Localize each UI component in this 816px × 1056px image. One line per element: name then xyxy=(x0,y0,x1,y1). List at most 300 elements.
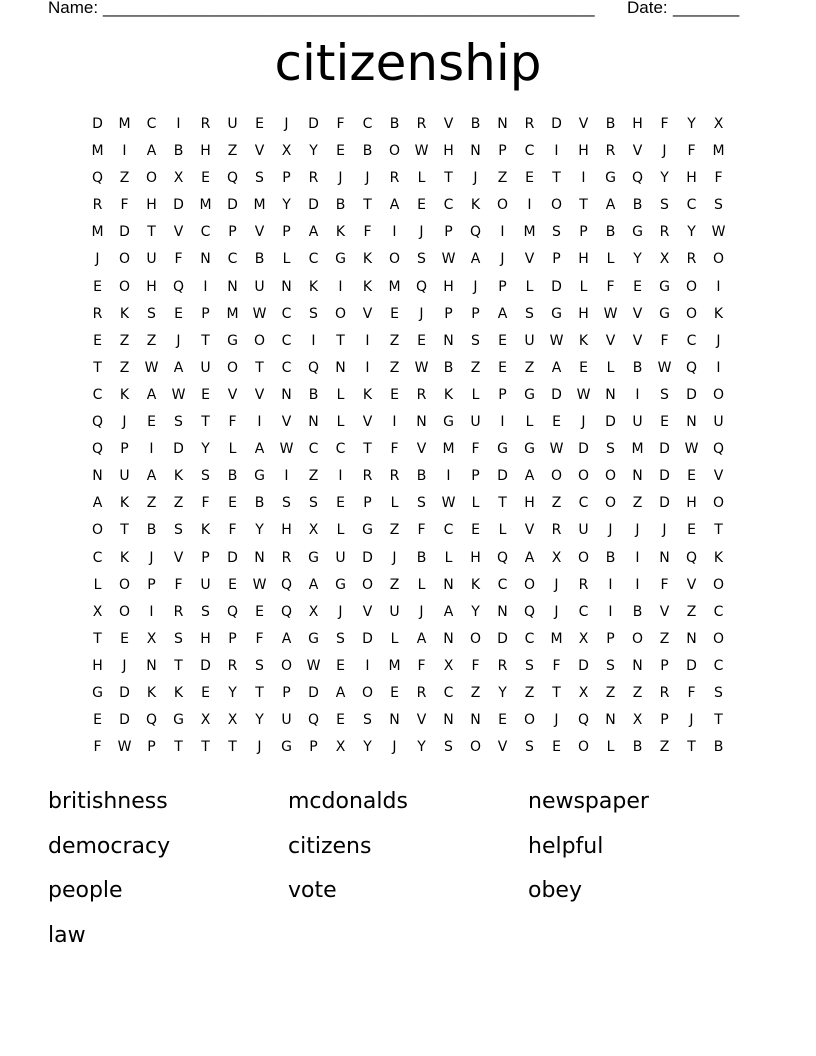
grid-cell[interactable]: X xyxy=(443,657,454,674)
grid-cell[interactable]: V xyxy=(659,603,670,620)
grid-cell[interactable]: B xyxy=(335,197,346,214)
grid-cell[interactable]: A xyxy=(281,630,292,647)
grid-cell[interactable]: B xyxy=(632,197,643,214)
grid-cell[interactable]: C xyxy=(362,116,373,132)
grid-cell[interactable]: X xyxy=(632,712,643,729)
grid-cell[interactable]: E xyxy=(417,197,426,214)
grid-cell[interactable]: K xyxy=(443,386,454,403)
grid-cell[interactable]: V xyxy=(362,603,373,620)
grid-cell[interactable]: R xyxy=(497,657,508,674)
grid-cell[interactable]: C xyxy=(92,549,103,566)
grid-cell[interactable]: A xyxy=(335,684,346,701)
grid-cell[interactable]: E xyxy=(498,359,507,376)
grid-cell[interactable]: B xyxy=(470,116,481,132)
grid-cell[interactable]: G xyxy=(335,576,346,593)
grid-cell[interactable]: N xyxy=(686,630,697,647)
grid-cell[interactable]: H xyxy=(632,116,643,132)
grid-cell[interactable]: R xyxy=(200,116,211,132)
grid-cell[interactable]: P xyxy=(660,712,669,729)
grid-cell[interactable]: J xyxy=(662,143,667,160)
grid-cell[interactable]: I xyxy=(716,278,721,295)
grid-cell[interactable]: G xyxy=(551,305,562,322)
grid-cell[interactable]: Q xyxy=(496,549,509,566)
grid-cell[interactable]: F xyxy=(417,657,426,674)
grid-cell[interactable]: T xyxy=(120,522,129,539)
grid-cell[interactable]: D xyxy=(173,441,184,458)
grid-cell[interactable]: Q xyxy=(172,278,185,295)
grid-cell[interactable]: X xyxy=(578,684,589,701)
grid-cell[interactable]: G xyxy=(308,630,319,647)
grid-cell[interactable]: D xyxy=(119,224,130,241)
grid-cell[interactable]: L xyxy=(390,630,399,647)
grid-cell[interactable]: L xyxy=(579,278,588,295)
grid-cell[interactable]: M xyxy=(226,305,239,322)
grid-cell[interactable]: H xyxy=(686,170,697,187)
grid-cell[interactable]: I xyxy=(446,468,451,485)
grid-cell[interactable]: R xyxy=(92,197,103,214)
grid-cell[interactable]: P xyxy=(363,495,372,512)
grid-cell[interactable]: T xyxy=(687,739,696,756)
grid-cell[interactable]: O xyxy=(469,739,482,756)
grid-cell[interactable]: N xyxy=(308,414,319,431)
grid-cell[interactable]: P xyxy=(309,739,318,756)
grid-cell[interactable]: E xyxy=(228,576,237,593)
grid-cell[interactable]: O xyxy=(577,739,590,756)
grid-cell[interactable]: L xyxy=(336,414,345,431)
grid-cell[interactable]: T xyxy=(174,739,183,756)
grid-cell[interactable]: Y xyxy=(228,684,237,701)
grid-cell[interactable]: E xyxy=(552,414,561,431)
grid-cell[interactable]: V xyxy=(632,305,643,322)
grid-cell[interactable]: D xyxy=(227,197,238,214)
grid-cell[interactable]: T xyxy=(363,441,372,458)
grid-cell[interactable]: D xyxy=(497,468,508,485)
grid-cell[interactable]: Y xyxy=(417,739,426,756)
name-field[interactable]: ____________________________________________________ xyxy=(103,0,595,17)
grid-cell[interactable]: O xyxy=(550,197,563,214)
grid-cell[interactable]: I xyxy=(500,224,505,241)
grid-cell[interactable]: W xyxy=(306,657,321,674)
grid-cell[interactable]: L xyxy=(471,386,480,403)
grid-cell[interactable]: O xyxy=(631,630,644,647)
grid-cell[interactable]: J xyxy=(554,603,559,620)
grid-cell[interactable]: Z xyxy=(146,332,157,349)
grid-cell[interactable]: I xyxy=(149,441,154,458)
grid-cell[interactable]: I xyxy=(392,414,397,431)
grid-cell[interactable]: K xyxy=(362,386,373,403)
grid-cell[interactable]: N xyxy=(659,549,670,566)
grid-cell[interactable]: L xyxy=(417,576,426,593)
grid-cell[interactable]: T xyxy=(147,224,156,241)
grid-cell[interactable]: R xyxy=(605,143,616,160)
grid-cell[interactable]: R xyxy=(659,224,670,241)
grid-cell[interactable]: Z xyxy=(686,603,697,620)
grid-cell[interactable]: A xyxy=(308,224,319,241)
grid-cell[interactable]: Y xyxy=(660,170,669,187)
grid-cell[interactable]: W xyxy=(657,359,672,376)
grid-cell[interactable]: D xyxy=(551,278,562,295)
grid-cell[interactable]: E xyxy=(255,603,264,620)
grid-cell[interactable]: H xyxy=(200,143,211,160)
grid-cell[interactable]: E xyxy=(336,143,345,160)
grid-cell[interactable]: F xyxy=(471,657,480,674)
grid-cell[interactable]: N xyxy=(254,549,265,566)
grid-cell[interactable]: F xyxy=(174,251,183,268)
grid-cell[interactable]: V xyxy=(362,414,373,431)
grid-cell[interactable]: Z xyxy=(605,684,616,701)
grid-cell[interactable]: N xyxy=(443,630,454,647)
grid-cell[interactable]: S xyxy=(525,739,534,756)
grid-cell[interactable]: L xyxy=(336,386,345,403)
grid-cell[interactable]: V xyxy=(524,522,535,539)
grid-cell[interactable]: Z xyxy=(227,143,238,160)
grid-cell[interactable]: J xyxy=(635,522,640,539)
grid-cell[interactable]: O xyxy=(496,197,509,214)
grid-cell[interactable]: G xyxy=(92,684,103,701)
grid-cell[interactable]: E xyxy=(255,116,264,132)
grid-cell[interactable]: Y xyxy=(633,251,642,268)
grid-cell[interactable]: B xyxy=(254,251,265,268)
grid-cell[interactable]: T xyxy=(228,739,237,756)
grid-cell[interactable]: D xyxy=(578,441,589,458)
grid-cell[interactable]: P xyxy=(201,549,210,566)
grid-cell[interactable]: O xyxy=(118,576,131,593)
grid-cell[interactable]: Z xyxy=(470,359,481,376)
grid-cell[interactable]: C xyxy=(524,630,535,647)
grid-cell[interactable]: Q xyxy=(280,576,293,593)
grid-cell[interactable]: E xyxy=(687,522,696,539)
grid-cell[interactable]: M xyxy=(253,197,266,214)
grid-cell[interactable]: Z xyxy=(146,495,157,512)
grid-cell[interactable]: L xyxy=(228,441,237,458)
grid-cell[interactable]: A xyxy=(146,468,157,485)
grid-cell[interactable]: Q xyxy=(280,603,293,620)
grid-cell[interactable]: E xyxy=(525,170,534,187)
grid-cell[interactable]: A xyxy=(605,197,616,214)
grid-cell[interactable]: R xyxy=(659,684,670,701)
grid-cell[interactable]: B xyxy=(146,522,157,539)
grid-cell[interactable]: P xyxy=(282,224,291,241)
grid-cell[interactable]: J xyxy=(419,603,424,620)
grid-cell[interactable]: M xyxy=(388,278,401,295)
grid-cell[interactable]: J xyxy=(392,549,397,566)
grid-cell[interactable]: V xyxy=(173,549,184,566)
grid-cell[interactable]: A xyxy=(443,603,454,620)
grid-cell[interactable]: G xyxy=(335,251,346,268)
grid-cell[interactable]: I xyxy=(608,603,613,620)
grid-cell[interactable]: Q xyxy=(226,603,239,620)
grid-cell[interactable]: O xyxy=(550,468,563,485)
grid-cell[interactable]: O xyxy=(334,305,347,322)
grid-cell[interactable]: N xyxy=(389,712,400,729)
grid-cell[interactable]: H xyxy=(524,495,535,512)
grid-cell[interactable]: J xyxy=(608,522,613,539)
grid-cell[interactable]: E xyxy=(201,386,210,403)
grid-cell[interactable]: O xyxy=(118,251,131,268)
grid-cell[interactable]: S xyxy=(255,657,264,674)
grid-cell[interactable]: A xyxy=(497,305,508,322)
grid-cell[interactable]: C xyxy=(308,441,319,458)
grid-cell[interactable]: U xyxy=(254,278,265,295)
grid-cell[interactable]: T xyxy=(201,332,210,349)
grid-cell[interactable]: B xyxy=(605,116,616,132)
grid-cell[interactable]: J xyxy=(554,712,559,729)
grid-cell[interactable]: C xyxy=(281,332,292,349)
grid-cell[interactable]: I xyxy=(365,657,370,674)
grid-cell[interactable]: O xyxy=(91,522,104,539)
grid-cell[interactable]: V xyxy=(416,712,427,729)
grid-cell[interactable]: C xyxy=(713,657,724,674)
grid-cell[interactable]: O xyxy=(712,630,725,647)
grid-cell[interactable]: R xyxy=(308,170,319,187)
grid-cell[interactable]: W xyxy=(252,576,267,593)
grid-cell[interactable]: F xyxy=(336,116,345,132)
grid-cell[interactable]: P xyxy=(147,576,156,593)
grid-cell[interactable]: Z xyxy=(632,684,643,701)
grid-cell[interactable]: Q xyxy=(415,278,428,295)
grid-cell[interactable]: U xyxy=(200,576,211,593)
grid-cell[interactable]: Q xyxy=(523,603,536,620)
date-field[interactable]: _______ xyxy=(673,0,740,17)
grid-cell[interactable]: K xyxy=(362,278,373,295)
grid-cell[interactable]: N xyxy=(605,386,616,403)
grid-cell[interactable]: Z xyxy=(632,495,643,512)
grid-cell[interactable]: S xyxy=(201,468,210,485)
grid-cell[interactable]: D xyxy=(119,684,130,701)
grid-cell[interactable]: I xyxy=(554,143,559,160)
grid-cell[interactable]: O xyxy=(712,251,725,268)
grid-cell[interactable]: Z xyxy=(524,684,535,701)
grid-cell[interactable]: Y xyxy=(201,441,210,458)
grid-cell[interactable]: O xyxy=(685,305,698,322)
grid-cell[interactable]: F xyxy=(255,630,264,647)
grid-cell[interactable]: J xyxy=(473,170,478,187)
grid-cell[interactable]: L xyxy=(282,251,291,268)
grid-cell[interactable]: C xyxy=(686,197,697,214)
grid-cell[interactable]: Z xyxy=(119,170,130,187)
grid-cell[interactable]: I xyxy=(338,468,343,485)
grid-cell[interactable]: G xyxy=(308,549,319,566)
grid-cell[interactable]: J xyxy=(500,251,505,268)
grid-cell[interactable]: H xyxy=(146,197,157,214)
grid-cell[interactable]: H xyxy=(146,278,157,295)
grid-cell[interactable]: U xyxy=(470,414,481,431)
grid-cell[interactable]: U xyxy=(335,549,346,566)
grid-cell[interactable]: X xyxy=(146,630,157,647)
grid-cell[interactable]: E xyxy=(336,495,345,512)
grid-cell[interactable]: Z xyxy=(389,522,400,539)
grid-cell[interactable]: K xyxy=(119,386,130,403)
grid-cell[interactable]: K xyxy=(173,468,184,485)
grid-cell[interactable]: N xyxy=(632,657,643,674)
grid-cell[interactable]: D xyxy=(605,414,616,431)
grid-cell[interactable]: F xyxy=(660,576,669,593)
grid-cell[interactable]: R xyxy=(686,251,697,268)
grid-cell[interactable]: E xyxy=(93,278,102,295)
grid-cell[interactable]: G xyxy=(605,170,616,187)
grid-cell[interactable]: T xyxy=(336,332,345,349)
grid-cell[interactable]: R xyxy=(416,684,427,701)
grid-cell[interactable]: N xyxy=(92,468,103,485)
grid-cell[interactable]: C xyxy=(281,305,292,322)
grid-cell[interactable]: E xyxy=(228,495,237,512)
grid-cell[interactable]: L xyxy=(498,522,507,539)
grid-cell[interactable]: L xyxy=(336,522,345,539)
grid-cell[interactable]: J xyxy=(122,657,127,674)
grid-cell[interactable]: P xyxy=(471,468,480,485)
grid-cell[interactable]: W xyxy=(171,386,186,403)
grid-cell[interactable]: K xyxy=(335,224,346,241)
grid-cell[interactable]: B xyxy=(416,549,427,566)
grid-cell[interactable]: N xyxy=(200,251,211,268)
grid-cell[interactable]: D xyxy=(497,630,508,647)
grid-cell[interactable]: P xyxy=(228,630,237,647)
grid-cell[interactable]: S xyxy=(525,305,534,322)
grid-cell[interactable]: Q xyxy=(685,359,698,376)
grid-cell[interactable]: O xyxy=(226,359,239,376)
grid-cell[interactable]: J xyxy=(689,712,694,729)
grid-cell[interactable]: U xyxy=(200,359,211,376)
grid-cell[interactable]: U xyxy=(119,468,130,485)
grid-cell[interactable]: A xyxy=(254,441,265,458)
grid-cell[interactable]: A xyxy=(416,630,427,647)
grid-cell[interactable]: B xyxy=(227,468,238,485)
grid-cell[interactable]: X xyxy=(335,739,346,756)
grid-cell[interactable]: V xyxy=(173,224,184,241)
grid-cell[interactable]: U xyxy=(578,522,589,539)
grid-cell[interactable]: H xyxy=(200,630,211,647)
grid-cell[interactable]: W xyxy=(684,441,699,458)
grid-cell[interactable]: T xyxy=(714,522,723,539)
grid-cell[interactable]: F xyxy=(228,522,237,539)
grid-cell[interactable]: J xyxy=(338,603,343,620)
grid-cell[interactable]: A xyxy=(524,549,535,566)
grid-cell[interactable]: F xyxy=(471,441,480,458)
grid-cell[interactable]: M xyxy=(388,657,401,674)
grid-cell[interactable]: Z xyxy=(119,359,130,376)
grid-cell[interactable]: B xyxy=(632,359,643,376)
grid-cell[interactable]: E xyxy=(579,359,588,376)
grid-cell[interactable]: C xyxy=(443,197,454,214)
grid-cell[interactable]: E xyxy=(336,657,345,674)
grid-cell[interactable]: W xyxy=(603,305,618,322)
grid-cell[interactable]: T xyxy=(255,359,264,376)
grid-cell[interactable]: H xyxy=(470,549,481,566)
grid-cell[interactable]: Z xyxy=(551,495,562,512)
grid-cell[interactable]: I xyxy=(392,224,397,241)
grid-cell[interactable]: S xyxy=(201,603,210,620)
grid-cell[interactable]: Q xyxy=(307,359,320,376)
grid-cell[interactable]: K xyxy=(146,684,157,701)
grid-cell[interactable]: R xyxy=(578,576,589,593)
grid-cell[interactable]: R xyxy=(92,305,103,322)
grid-cell[interactable]: A xyxy=(524,468,535,485)
grid-cell[interactable]: W xyxy=(549,441,564,458)
grid-cell[interactable]: S xyxy=(363,712,372,729)
grid-cell[interactable]: O xyxy=(604,495,617,512)
grid-cell[interactable]: B xyxy=(308,386,319,403)
grid-cell[interactable]: N xyxy=(227,278,238,295)
grid-cell[interactable]: H xyxy=(686,495,697,512)
grid-cell[interactable]: X xyxy=(659,251,670,268)
grid-cell[interactable]: E xyxy=(687,468,696,485)
grid-cell[interactable]: K xyxy=(470,576,481,593)
grid-cell[interactable]: U xyxy=(389,603,400,620)
grid-cell[interactable]: G xyxy=(254,468,265,485)
grid-cell[interactable]: G xyxy=(497,441,508,458)
grid-cell[interactable]: P xyxy=(147,739,156,756)
grid-cell[interactable]: G xyxy=(173,712,184,729)
grid-cell[interactable]: D xyxy=(686,657,697,674)
grid-cell[interactable]: O xyxy=(685,278,698,295)
grid-cell[interactable]: P xyxy=(498,143,507,160)
grid-cell[interactable]: O xyxy=(523,712,536,729)
grid-cell[interactable]: N xyxy=(443,332,454,349)
grid-cell[interactable]: J xyxy=(284,116,289,132)
grid-cell[interactable]: L xyxy=(390,495,399,512)
grid-cell[interactable]: P xyxy=(444,305,453,322)
grid-cell[interactable]: W xyxy=(441,495,456,512)
grid-cell[interactable]: S xyxy=(606,441,615,458)
grid-cell[interactable]: N xyxy=(146,657,157,674)
grid-cell[interactable]: O xyxy=(523,576,536,593)
grid-cell[interactable]: I xyxy=(284,468,289,485)
grid-cell[interactable]: Y xyxy=(255,522,264,539)
grid-cell[interactable]: E xyxy=(390,386,399,403)
grid-cell[interactable]: Y xyxy=(687,224,696,241)
grid-cell[interactable]: V xyxy=(362,305,373,322)
grid-cell[interactable]: C xyxy=(443,684,454,701)
grid-cell[interactable]: P xyxy=(498,278,507,295)
grid-cell[interactable]: Y xyxy=(471,603,480,620)
grid-cell[interactable]: R xyxy=(281,549,292,566)
grid-cell[interactable]: W xyxy=(414,359,429,376)
grid-cell[interactable]: D xyxy=(119,712,130,729)
grid-cell[interactable]: S xyxy=(282,495,291,512)
grid-cell[interactable]: O xyxy=(469,630,482,647)
grid-cell[interactable]: U xyxy=(146,251,157,268)
grid-cell[interactable]: N xyxy=(605,712,616,729)
grid-cell[interactable]: O xyxy=(604,468,617,485)
grid-cell[interactable]: C xyxy=(713,603,724,620)
grid-cell[interactable]: F xyxy=(417,522,426,539)
grid-cell[interactable]: C xyxy=(92,386,103,403)
grid-cell[interactable]: K xyxy=(713,549,724,566)
grid-cell[interactable]: O xyxy=(388,143,401,160)
grid-cell[interactable]: S xyxy=(714,684,723,701)
grid-cell[interactable]: R xyxy=(227,657,238,674)
grid-cell[interactable]: X xyxy=(578,630,589,647)
grid-cell[interactable]: F xyxy=(363,224,372,241)
grid-cell[interactable]: R xyxy=(173,603,184,620)
grid-cell[interactable]: S xyxy=(417,495,426,512)
grid-cell[interactable]: C xyxy=(578,603,589,620)
grid-cell[interactable]: F xyxy=(714,170,723,187)
grid-cell[interactable]: Y xyxy=(498,684,507,701)
grid-cell[interactable]: O xyxy=(280,657,293,674)
grid-cell[interactable]: X xyxy=(227,712,238,729)
grid-cell[interactable]: V xyxy=(254,224,265,241)
grid-cell[interactable]: D xyxy=(173,197,184,214)
grid-cell[interactable]: D xyxy=(308,116,319,132)
grid-cell[interactable]: Z xyxy=(308,468,319,485)
grid-cell[interactable]: X xyxy=(173,170,184,187)
grid-cell[interactable]: A xyxy=(92,495,103,512)
grid-cell[interactable]: E xyxy=(336,712,345,729)
grid-cell[interactable]: D xyxy=(362,630,373,647)
grid-cell[interactable]: H xyxy=(578,143,589,160)
grid-cell[interactable]: O xyxy=(577,549,590,566)
